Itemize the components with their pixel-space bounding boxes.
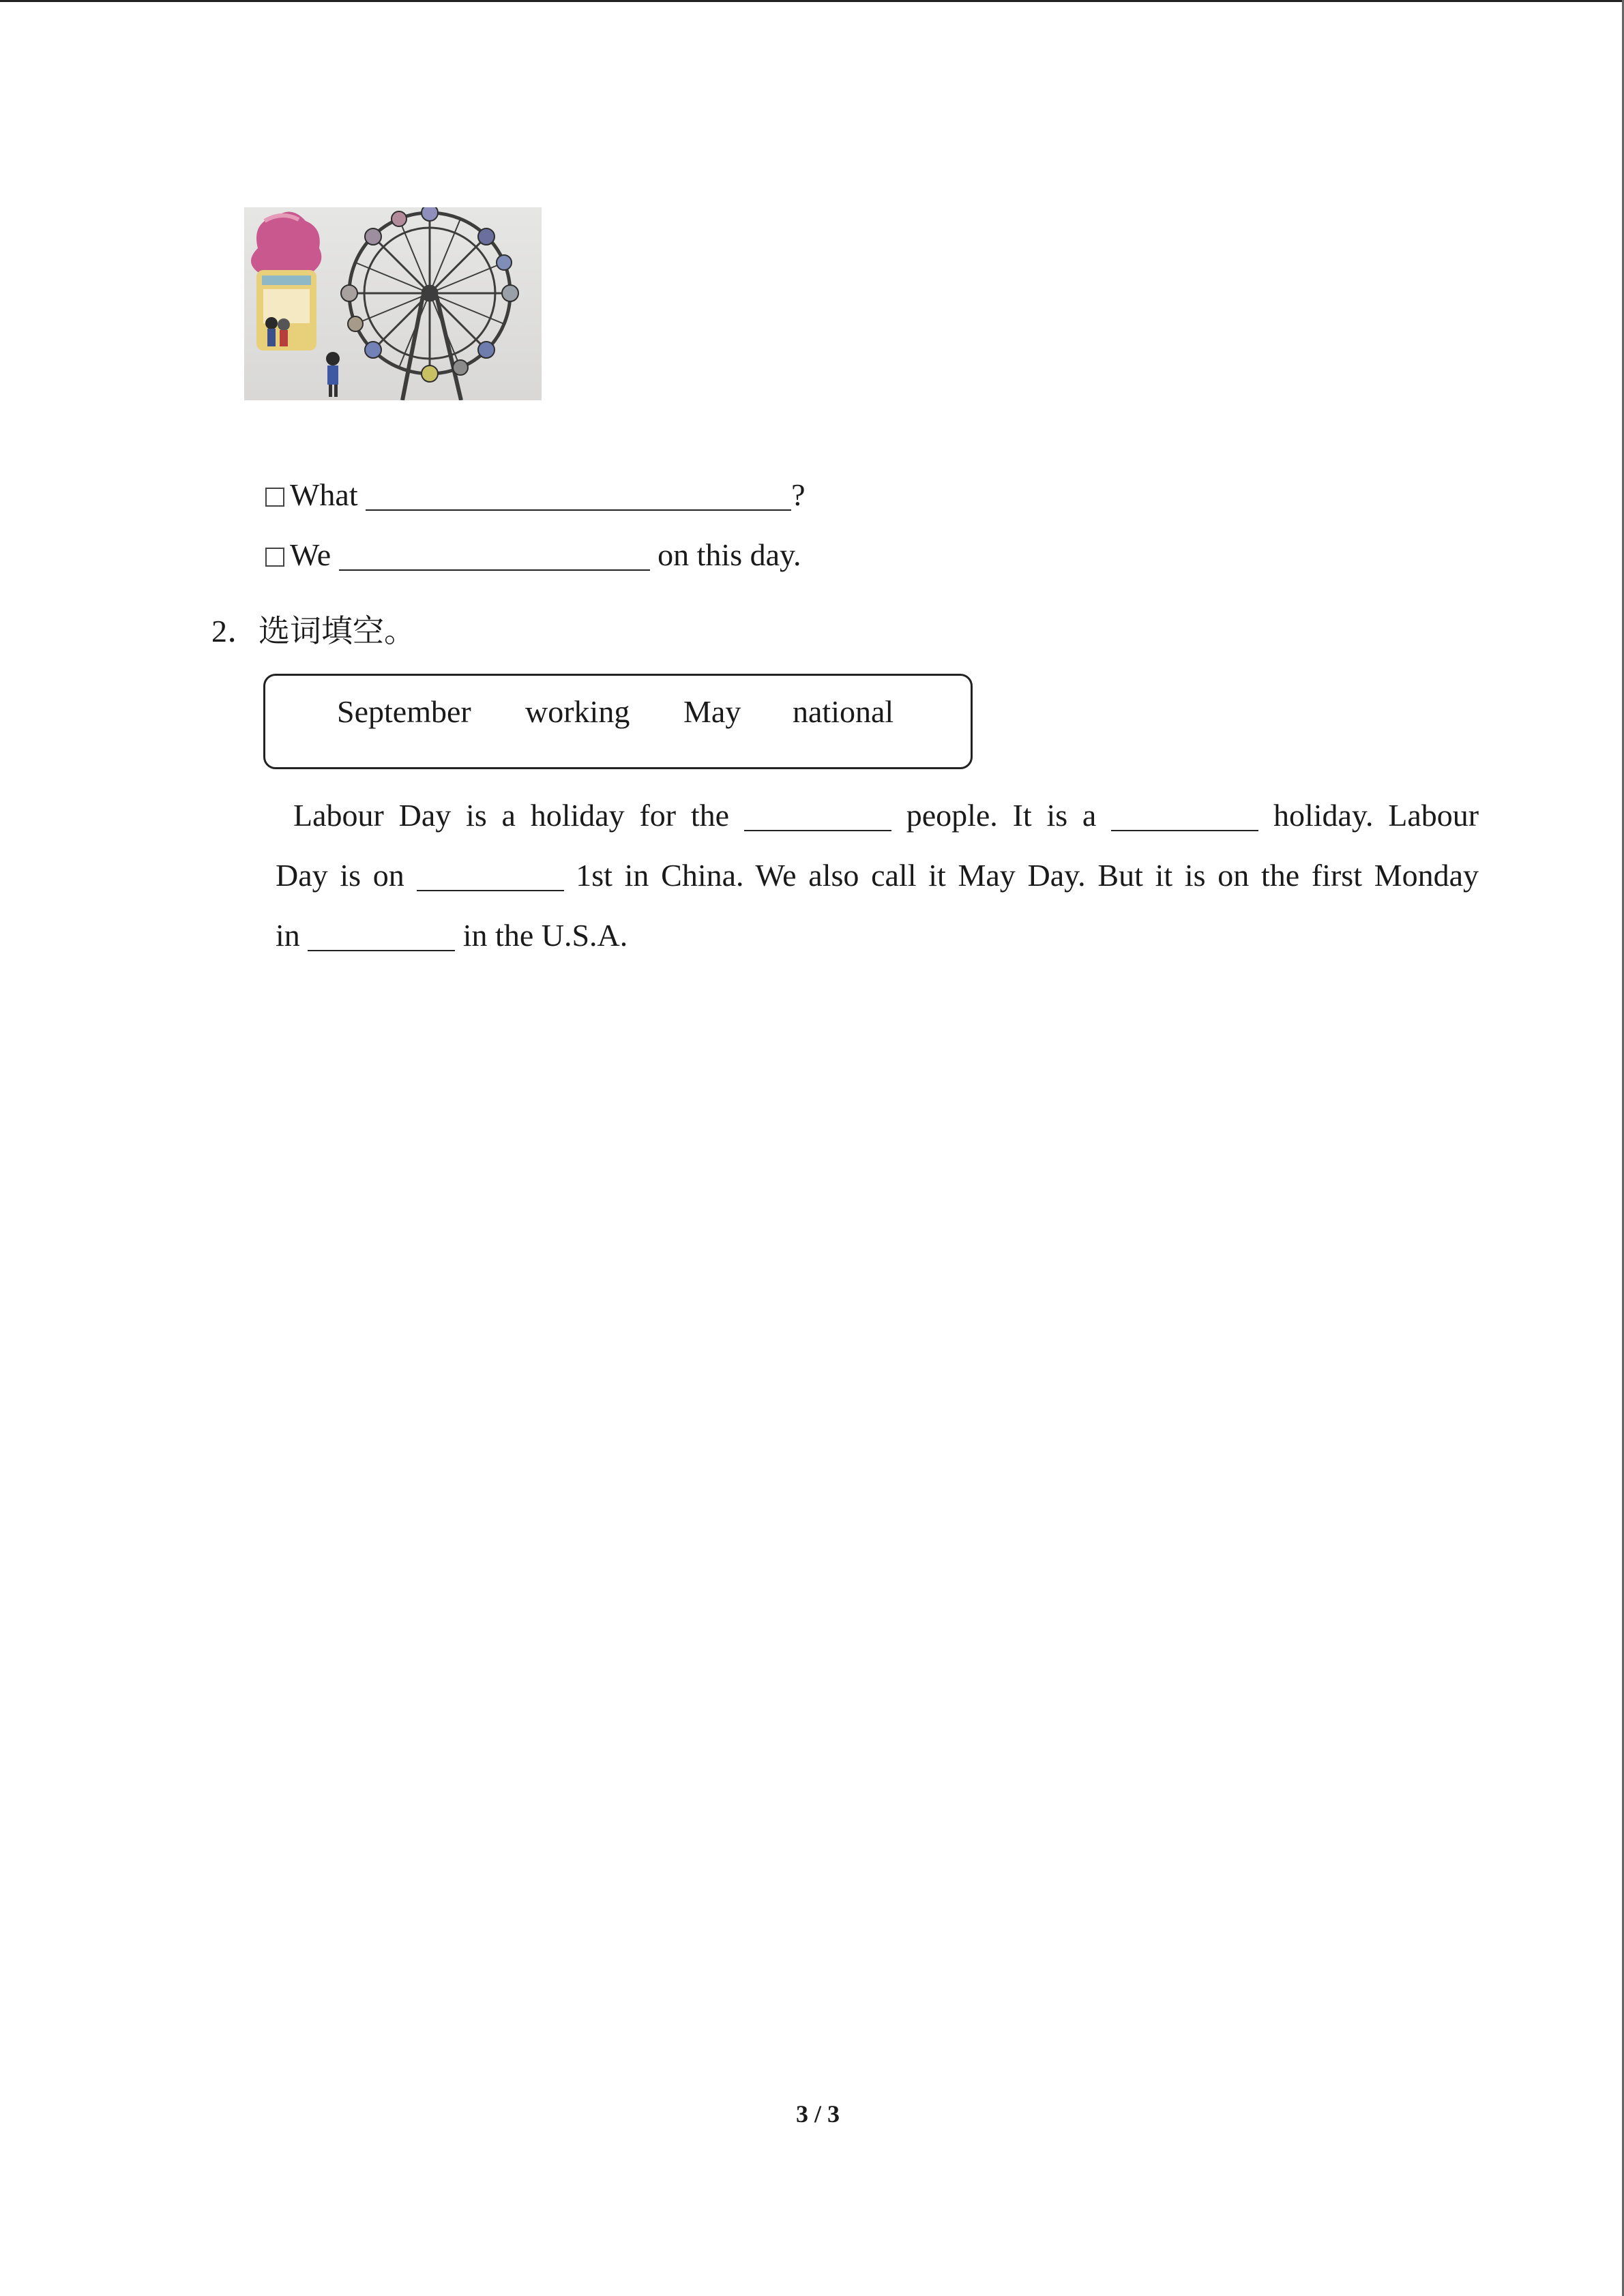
passage-line-3: [276, 915, 1479, 956]
checkbox-icon[interactable]: [265, 548, 284, 567]
answer-blank-we[interactable]: [339, 538, 650, 571]
answer-blank[interactable]: [1111, 799, 1258, 831]
word-bank-item: national: [793, 694, 894, 729]
word-bank-item: May: [683, 694, 741, 729]
question1-line2: [250, 494, 801, 576]
passage-text: in the U.S.A.: [462, 918, 628, 953]
question2-title: [211, 611, 415, 652]
answer-blank[interactable]: [308, 919, 455, 951]
answer-blank[interactable]: [417, 859, 564, 891]
we-prefix: We: [290, 537, 331, 572]
passage-text: in: [276, 918, 300, 953]
passage-line-2: [276, 855, 1479, 896]
word-bank-item: working: [525, 694, 630, 729]
what-prefix: What: [290, 477, 358, 512]
passage-text: 1st in China. We also call it May Day. But it is on the first Monday: [576, 858, 1479, 893]
question-number: 2．: [211, 614, 259, 648]
word-bank-item: September: [337, 694, 471, 729]
holiday-illustration: [244, 207, 542, 400]
answer-blank[interactable]: [744, 799, 891, 831]
top-border: [0, 0, 1624, 2]
passage-text: Day is on: [276, 858, 404, 893]
passage-text: people. It is a: [906, 798, 1097, 833]
we-suffix: on this day.: [658, 537, 801, 572]
ferris-wheel-ice-cream-image: [244, 207, 542, 400]
passage-line-1: [276, 795, 1479, 836]
page-number: 3 / 3: [795, 2100, 840, 2128]
passage-text: holiday. Labour: [1273, 798, 1479, 833]
question-instruction: 选词填空。: [259, 614, 415, 648]
passage-text: Labour Day is a holiday for the: [293, 798, 730, 833]
what-suffix: ?: [791, 477, 806, 512]
